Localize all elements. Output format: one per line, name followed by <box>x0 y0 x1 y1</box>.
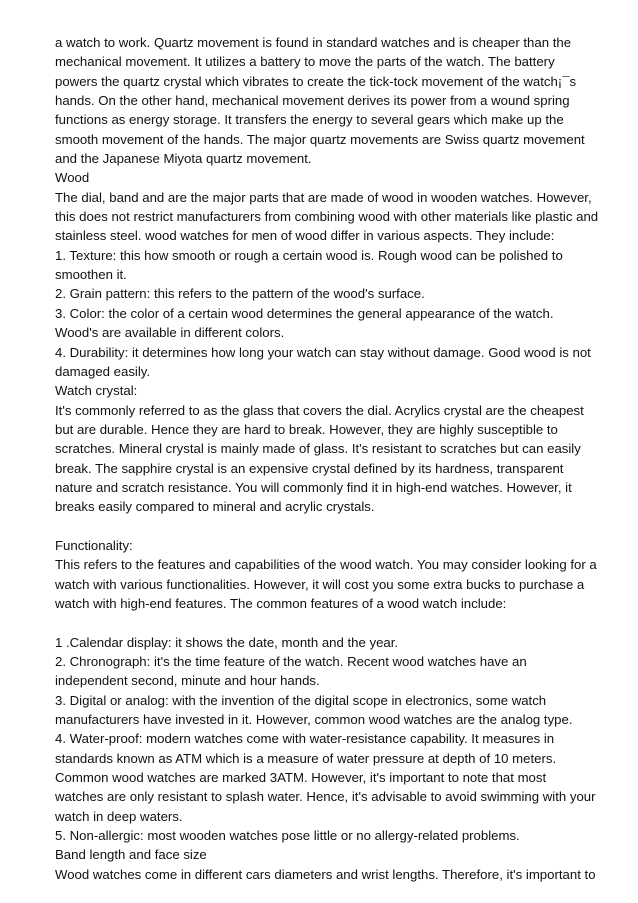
text-line: scratches. Mineral crystal is mainly made of glass. It's resistant to scratches but can easily <box>55 441 581 457</box>
section-heading-wood: Wood <box>55 170 90 186</box>
text-line: watch with high-end features. The common features of a wood watch include: <box>55 595 507 611</box>
list-item: 2. Chronograph: it's the time feature of the watch. Recent wood watches have an <box>55 654 527 669</box>
text-line: manufacturers have invested in it. However, common wood watches are the analog type. <box>55 712 573 728</box>
text-line: stainless steel. wood watches for men of wood differ in various aspects. They include: <box>55 228 555 244</box>
blank-line <box>55 613 590 632</box>
list-item: 3. Color: the color of a certain wood determines the general appearance of the watch. <box>55 305 554 321</box>
blank-line <box>55 517 590 536</box>
text-line: standards known as ATM which is a measure of water pressure at depth of 10 meters. <box>55 750 557 766</box>
document-page <box>55 33 599 884</box>
text-line: It's commonly referred to as the glass that covers the dial. Acrylics crystal are the cheapest <box>55 402 584 418</box>
section-heading-functionality: Functionality: <box>55 537 133 553</box>
text-line: Wood watches come in different cars diameters and wrist lengths. Therefore, it's important to <box>55 866 596 882</box>
section-heading-watch-crystal: Watch crystal: <box>55 383 138 399</box>
text-line: damaged easily. <box>55 363 151 379</box>
text-line: independent second, minute and hour hands. <box>55 673 320 689</box>
list-item: 1 .Calendar display: it shows the date, month and the year. <box>55 634 399 650</box>
text-line: but are durable. Hence they are hard to break. However, they are highly susceptible to <box>55 421 558 437</box>
text-line: watch in deep waters. <box>55 808 183 824</box>
text-line: functions as energy storage. It transfers the energy to several gears which make up the <box>55 112 564 128</box>
text-line: a watch to work. Quartz movement is found in standard watches and is cheaper than the <box>55 35 572 50</box>
list-item: 5. Non-allergic: most wooden watches pose little or no allergy-related problems. <box>55 828 520 844</box>
list-item: 4. Durability: it determines how long your watch can stay without damage. Good wood is not <box>55 344 591 360</box>
list-item: 1. Texture: this how smooth or rough a certain wood is. Rough wood can be polished to <box>55 247 563 263</box>
text-line: watches are only resistant to splash water. Hence, it's advisable to avoid swimming with your <box>55 789 596 805</box>
text-line: Common wood watches are marked 3ATM. However, it's important to note that most <box>55 770 547 786</box>
text-line: watch with various functionalities. However, it will cost you some extra bucks to purchase a <box>55 576 585 592</box>
text-line: This refers to the features and capabilities of the wood watch. You may consider looking for a <box>55 557 597 573</box>
text-line: breaks easily compared to mineral and acrylic crystals. <box>55 499 375 515</box>
text-line: powers the quartz crystal which vibrates to create the tick-tock movement of the watch¡¯s <box>55 73 577 89</box>
text-line: break. The sapphire crystal is an expensive crystal defined by its hardness, transparent <box>55 460 564 476</box>
text-line: and the Japanese Miyota quartz movement. <box>55 151 312 167</box>
text-line: The dial, band and are the major parts that are made of wood in wooden watches. However, <box>55 189 592 205</box>
list-item: 2. Grain pattern: this refers to the pattern of the wood's surface. <box>55 286 425 302</box>
list-item: 3. Digital or analog: with the invention of the digital scope in electronics, some watch <box>55 692 547 708</box>
text-line: Wood's are available in different colors. <box>55 325 285 341</box>
text-line: smooth movement of the hands. The major quartz movements are Swiss quartz movement <box>55 131 585 147</box>
text-line: mechanical movement. It utilizes a battery to move the parts of the watch. The battery <box>55 54 555 70</box>
list-item: 4. Water-proof: modern watches come with water-resistance capability. It measures in <box>55 731 555 747</box>
section-heading-band-length: Band length and face size <box>55 847 207 863</box>
text-line: smoothen it. <box>55 267 127 283</box>
text-line: nature and scratch resistance. You will commonly find it in high-end watches. However, it <box>55 479 572 495</box>
text-line: hands. On the other hand, mechanical movement derives its power from a wound spring <box>55 93 570 109</box>
text-line: this does not restrict manufacturers from combining wood with other materials like plastic and <box>55 209 599 225</box>
